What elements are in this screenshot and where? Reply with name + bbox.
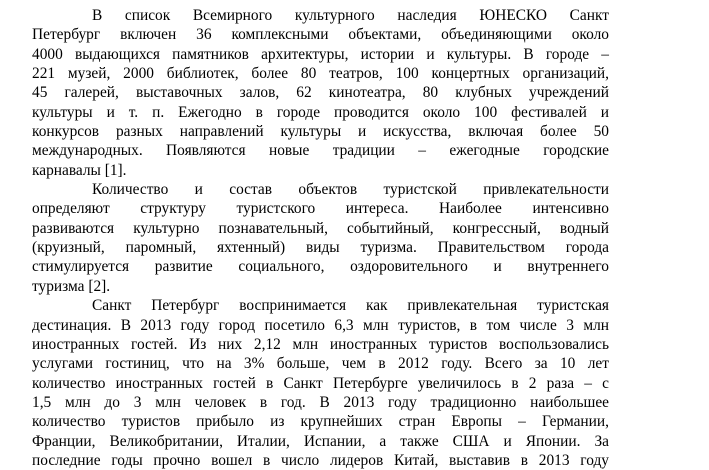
text-line: стимулируется развитие социального, оздоровительного и внутреннего — [32, 258, 609, 276]
text-line: 1,5 млн до 3 млн человек в год. В 2013 году традиционно наибольшее — [32, 393, 609, 411]
text-line: карнавалы [1]. — [32, 161, 127, 179]
text-line: В список Всемирного культурного наследия ЮНЕСКО Санкт — [92, 7, 609, 24]
paragraph-tourist-statistics — [32, 296, 609, 470]
text-line: услугами гостиниц, что на 3% больше, чем в 2012 году. Всего за 10 лет — [32, 355, 609, 373]
text-line: определяют структуру туристского интереса. Наиболее интенсивно — [32, 200, 609, 218]
text-line: (круизный, паромный, яхтенный) виды туризма. Правительством города — [32, 239, 609, 257]
text-line: иностранных гостей. Из них 2,12 млн иностранных туристов воспользовались — [32, 335, 609, 353]
text-line: Санкт Петербург воспринимается как привлекательная туристская — [92, 297, 609, 315]
text-line: количество иностранных гостей в Санкт Петербурге увеличилось в 2 раза – с — [32, 374, 609, 392]
paragraph-unesco — [32, 6, 609, 180]
text-line: Франции, Великобритании, Италии, Испании, а также США и Японии. За — [32, 432, 609, 450]
text-line: Количество и состав объектов туристской привлекательности — [92, 181, 609, 199]
text-line: туризма [2]. — [32, 277, 111, 295]
text-line: развиваются культурно познавательный, событийный, конгрессный, водный — [32, 219, 609, 237]
document-page — [32, 6, 609, 470]
text-line: 45 галерей, выставочных залов, 62 кинотеатра, 80 клубных учреждений — [32, 84, 609, 102]
paragraph-tourist-interest — [32, 180, 609, 296]
text-line: 221 музей, 2000 библиотек, более 80 театров, 100 концертных организаций, — [32, 65, 609, 83]
text-line: конкурсов разных направлений культуры и искусства, включая более 50 — [32, 123, 609, 141]
text-line: последние годы прочно вошел в число лидеров Китай, выставив в 2013 году — [32, 451, 609, 469]
text-line: культуры и т. п. Ежегодно в городе проводится около 100 фестивалей и — [32, 103, 609, 121]
text-line: 4000 выдающихся памятников архитектуры, истории и культуры. В городе – — [32, 45, 609, 63]
text-line: дестинация. В 2013 году город посетило 6,3 млн туристов, в том числе 3 млн — [32, 316, 609, 334]
text-line: количество туристов прибыло из крупнейших стран Европы – Германии, — [32, 413, 609, 431]
text-line: международных. Появляются новые традиции – ежегодные городские — [32, 142, 609, 160]
text-line: Петербург включен 36 комплексными объектами, объединяющими около — [32, 26, 609, 44]
